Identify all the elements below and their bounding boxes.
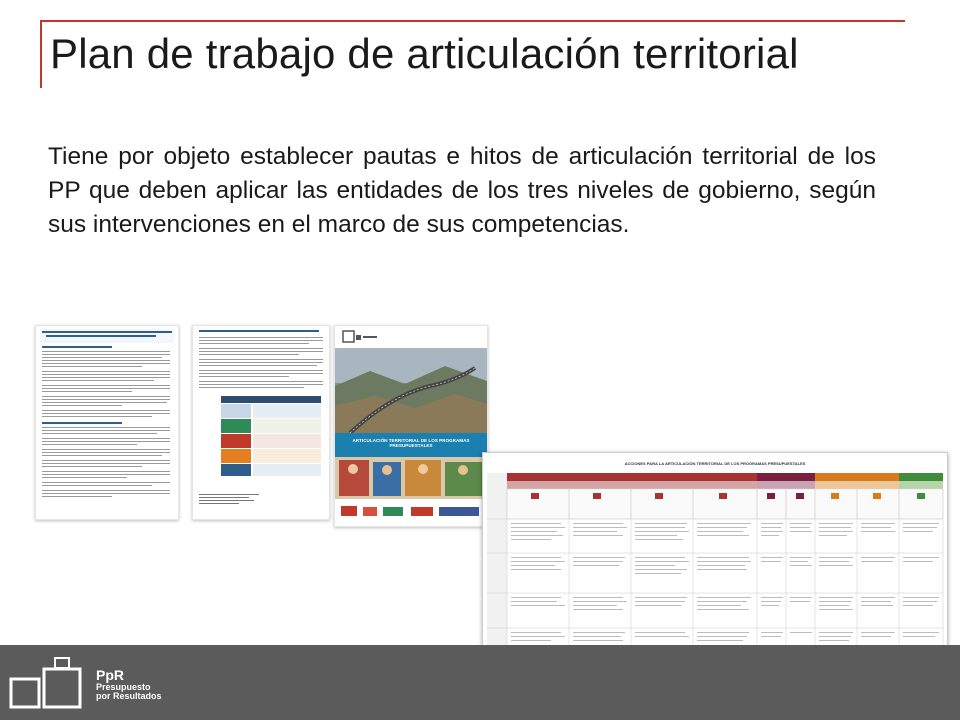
plan-document-page-1 xyxy=(35,325,179,520)
footer-brand xyxy=(96,668,162,702)
plan-document-page-2 xyxy=(192,325,330,520)
brand-name: PpR xyxy=(96,667,124,683)
ppr-logo-icon xyxy=(8,655,92,713)
table-title: ACCIONES PARA LA ARTICULACIÓN TERRITORIAL DE LOS PROGRAMAS PRESUPUESTALES xyxy=(624,461,806,466)
brand-line-2: por Resultados xyxy=(96,691,162,702)
brochure-banner-title: ARTICULACIÓN TERRITORIAL DE LOS PROGRAMAS PRESUPUESTALES xyxy=(335,433,487,457)
brochure-cover xyxy=(334,325,488,527)
title-side-rule xyxy=(40,20,42,88)
brand-line-1: Presupuesto xyxy=(96,681,151,692)
title-top-rule xyxy=(40,20,905,22)
slide-title: Plan de trabajo de articulación territorial xyxy=(50,30,799,77)
articulation-actions-table xyxy=(482,452,948,669)
slide-body-text: Tiene por objeto establecer pautas e hitos de articulación territorial de los PP que deben aplicar las entidades de los tres niveles de gobierno, según sus intervenciones en el marco de sus competencias. xyxy=(48,143,876,238)
